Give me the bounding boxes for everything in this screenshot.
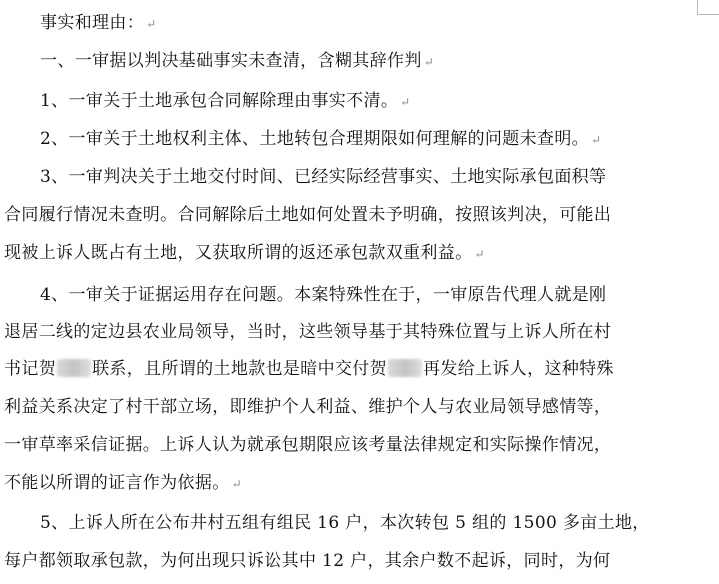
sub-item-4-line-3-part-c: 再发给上诉人，这种特殊 — [423, 359, 614, 379]
item-one-text: 一、一审据以判决基础事实未查清，含糊其辞作判 — [40, 51, 422, 71]
section-heading — [40, 12, 157, 35]
sub-item-4-line-3-part-b: 联系，且所谓的土地款也是暗中交付贺 — [92, 359, 388, 379]
sub-item-4-line-3 — [4, 358, 614, 380]
sub-item-5-line-1: 5、上诉人所在公布井村五组有组民 16 户，本次转包 5 组的 1500 多亩土地， — [40, 513, 650, 533]
sub-item-3-line-1: 3、一审判决关于土地交付时间、已经实际经营事实、土地实际承包面积等 — [40, 167, 607, 187]
sub-item-3-line-3 — [4, 242, 485, 265]
sub-item-4-line-4: 利益关系决定了村干部立场，即维护个人利益、维护个人与农业局领导感情等， — [4, 397, 612, 417]
paragraph-mark: ↵ — [146, 17, 157, 31]
sub-item-3-line-2: 合同履行情况未查明。合同解除后土地如何处置未予明确，按照该判决，可能出 — [4, 205, 612, 225]
sub-item-1 — [40, 90, 411, 113]
paragraph-mark: ↵ — [400, 95, 411, 109]
item-one — [40, 50, 434, 73]
paragraph-mark: ↵ — [231, 477, 242, 491]
sub-item-4-line-3-part-a: 书记贺 — [4, 359, 57, 379]
page-corner-mark — [697, 0, 719, 15]
sub-item-5-line-2: 每户都领取承包款，为何出现只诉讼其中 12 户，其余户数不起诉，同时，为何 — [4, 551, 611, 571]
sub-item-4-line-2: 退居二线的定边县农业局领导，当时，这些领导基于其特殊位置与上诉人所在村 — [4, 322, 612, 342]
sub-item-4-line-5: 一审草率采信证据。上诉人认为就承包期限应该考量法律规定和实际操作情况， — [4, 435, 612, 455]
sub-item-3-line-3-text: 现被上诉人既占有土地，又获取所谓的返还承包款双重利益。 — [4, 243, 473, 263]
sub-item-2-text: 2、一审关于土地权利主体、土地转包合理期限如何理解的问题未查明。 — [40, 129, 590, 149]
paragraph-mark: ↵ — [423, 55, 435, 69]
paragraph-mark: ↵ — [474, 247, 485, 261]
sub-item-4-line-6-text: 不能以所谓的证言作为依据。 — [4, 473, 230, 493]
sub-item-4-line-6 — [4, 472, 242, 495]
sub-item-4-line-1: 4、一审关于证据运用存在问题。本案特殊性在于，一审原告代理人就是刚 — [40, 285, 607, 305]
section-heading-text: 事实和理由： — [40, 13, 145, 33]
sub-item-2 — [40, 128, 601, 151]
paragraph-mark: ↵ — [591, 133, 602, 147]
sub-item-1-text: 1、一审关于土地承包合同解除理由事实不清。 — [40, 91, 399, 111]
redaction-blur — [388, 359, 422, 377]
redaction-blur — [57, 359, 91, 377]
